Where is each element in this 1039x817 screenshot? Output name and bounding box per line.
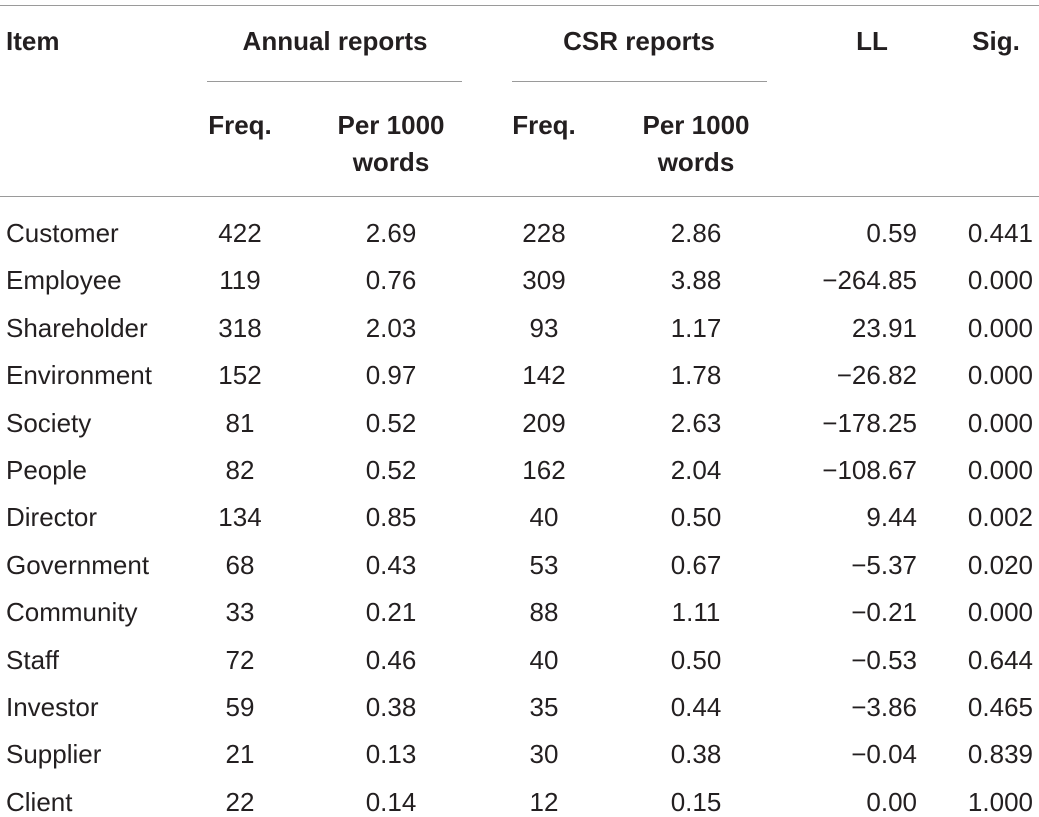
cell-annual-freq: 68 (225, 550, 255, 580)
cell-sig: 0.839 (967, 739, 1033, 769)
cell-csr-freq: 93 (529, 313, 559, 343)
cell-annual-per1000: 0.52 (365, 455, 417, 485)
cell-item: Client (6, 787, 73, 817)
cell-annual-freq: 318 (218, 313, 262, 343)
cell-sig: 0.002 (967, 502, 1033, 532)
cell-ll: −3.86 (851, 692, 917, 722)
cell-annual-freq: 422 (218, 218, 262, 248)
cell-ll: −0.53 (851, 645, 917, 675)
top-rule (0, 5, 1039, 6)
cell-item: People (6, 455, 87, 485)
cell-annual-per1000: 0.38 (365, 692, 417, 722)
cell-ll: 0.59 (866, 218, 917, 248)
cell-annual-freq: 134 (218, 502, 262, 532)
cell-sig: 0.000 (967, 313, 1033, 343)
cell-item: Supplier (6, 739, 102, 769)
cell-csr-per1000: 0.50 (670, 502, 722, 532)
header-bottom-rule (0, 196, 1039, 197)
cell-ll: −26.82 (836, 360, 917, 390)
cell-csr-freq: 12 (529, 787, 559, 817)
header-annual-per1000-line2: words (352, 147, 430, 177)
cell-sig: 0.644 (967, 645, 1033, 675)
cell-sig: 0.000 (967, 360, 1033, 390)
cell-csr-per1000: 1.78 (670, 360, 722, 390)
cell-ll: −108.67 (822, 455, 917, 485)
cell-item: Customer (6, 218, 119, 248)
cell-csr-per1000: 0.50 (670, 645, 722, 675)
cell-annual-freq: 152 (218, 360, 262, 390)
cell-annual-freq: 82 (225, 455, 255, 485)
cell-sig: 1.000 (967, 787, 1033, 817)
cell-annual-per1000: 2.03 (365, 313, 417, 343)
cell-item: Investor (6, 692, 99, 722)
cell-item: Environment (6, 360, 152, 390)
cell-csr-freq: 40 (529, 502, 559, 532)
header-annual-reports: Annual reports (242, 26, 428, 56)
cell-ll: 23.91 (851, 313, 917, 343)
cell-annual-per1000: 2.69 (365, 218, 417, 248)
cell-sig: 0.465 (967, 692, 1033, 722)
cell-annual-per1000: 0.14 (365, 787, 417, 817)
header-annual-per1000-line1: Per 1000 (337, 110, 445, 140)
cell-csr-freq: 88 (529, 597, 559, 627)
header-annual-freq: Freq. (208, 110, 272, 140)
cell-annual-per1000: 0.76 (365, 265, 417, 295)
cell-annual-per1000: 0.13 (365, 739, 417, 769)
cell-csr-per1000: 0.15 (670, 787, 722, 817)
cell-annual-per1000: 0.43 (365, 550, 417, 580)
cell-item: Society (6, 408, 92, 438)
cell-item: Employee (6, 265, 122, 295)
header-csr-reports: CSR reports (563, 26, 715, 56)
header-csr-per1000-line2: words (657, 147, 735, 177)
cell-csr-freq: 53 (529, 550, 559, 580)
cell-annual-per1000: 0.85 (365, 502, 417, 532)
annual-reports-underline (207, 81, 462, 82)
cell-csr-per1000: 3.88 (670, 265, 722, 295)
cell-sig: 0.000 (967, 408, 1033, 438)
cell-sig: 0.000 (967, 265, 1033, 295)
header-item: Item (6, 26, 60, 56)
cell-csr-per1000: 0.44 (670, 692, 722, 722)
header-sig: Sig. (972, 26, 1020, 56)
cell-annual-freq: 81 (225, 408, 255, 438)
cell-sig: 0.441 (967, 218, 1033, 248)
cell-item: Director (6, 502, 98, 532)
cell-csr-per1000: 2.63 (670, 408, 722, 438)
cell-sig: 0.000 (967, 597, 1033, 627)
cell-annual-freq: 72 (225, 645, 255, 675)
cell-csr-per1000: 0.38 (670, 739, 722, 769)
cell-item: Government (6, 550, 150, 580)
header-csr-freq: Freq. (512, 110, 576, 140)
cell-ll: −0.04 (851, 739, 917, 769)
cell-annual-freq: 119 (219, 265, 261, 295)
cell-csr-per1000: 2.04 (670, 455, 722, 485)
cell-csr-freq: 40 (529, 645, 559, 675)
cell-item: Shareholder (6, 313, 148, 343)
cell-ll: −5.37 (851, 550, 917, 580)
cell-sig: 0.000 (967, 455, 1033, 485)
cell-annual-freq: 59 (225, 692, 255, 722)
cell-ll: −178.25 (822, 408, 917, 438)
cell-annual-per1000: 0.97 (365, 360, 417, 390)
cell-csr-freq: 309 (522, 265, 566, 295)
cell-ll: −264.85 (822, 265, 917, 295)
csr-reports-underline (512, 81, 767, 82)
cell-annual-per1000: 0.21 (365, 597, 417, 627)
cell-annual-freq: 21 (225, 739, 255, 769)
cell-csr-freq: 35 (529, 692, 559, 722)
cell-ll: 0.00 (866, 787, 917, 817)
cell-csr-per1000: 0.67 (670, 550, 722, 580)
cell-item: Staff (6, 645, 60, 675)
cell-csr-freq: 228 (522, 218, 566, 248)
cell-annual-per1000: 0.46 (365, 645, 417, 675)
cell-csr-per1000: 2.86 (670, 218, 722, 248)
cell-csr-freq: 142 (522, 360, 566, 390)
cell-csr-freq: 30 (529, 739, 559, 769)
cell-item: Community (6, 597, 138, 627)
header-ll: LL (856, 26, 888, 56)
cell-annual-freq: 33 (225, 597, 255, 627)
cell-ll: 9.44 (866, 502, 917, 532)
cell-csr-freq: 209 (522, 408, 566, 438)
cell-csr-freq: 162 (522, 455, 566, 485)
cell-ll: −0.21 (851, 597, 917, 627)
cell-annual-freq: 22 (225, 787, 255, 817)
cell-annual-per1000: 0.52 (365, 408, 417, 438)
cell-csr-per1000: 1.11 (671, 597, 721, 627)
cell-sig: 0.020 (967, 550, 1033, 580)
cell-csr-per1000: 1.17 (670, 313, 722, 343)
header-csr-per1000-line1: Per 1000 (642, 110, 750, 140)
